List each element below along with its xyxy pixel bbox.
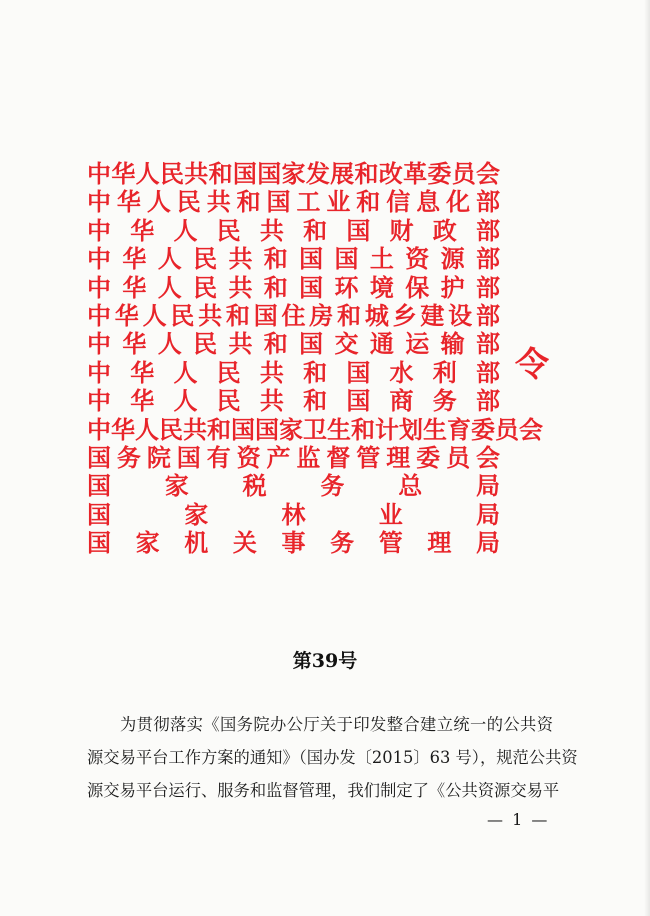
issuer-line: 中 华 人 民 共 和 国 交 通 运 输 部 xyxy=(87,329,500,359)
issuer-line: 国 家 税 务 总 局 xyxy=(87,471,500,501)
body-line: 源交易平台工作方案的通知》（国办发〔2015〕63 号），规范公共资 xyxy=(87,748,578,767)
page-edge-shadow xyxy=(644,0,650,916)
body-line: 源交易平台运行、服务和监督管理，我们制定了《公共资源交易平 xyxy=(87,781,560,800)
page-number: — 1 — xyxy=(487,810,550,829)
order-number: 第39号 xyxy=(292,650,358,672)
issuer-line: 国 家 机 关 事 务 管 理 局 xyxy=(87,528,500,558)
issuer-line: 中 华 人 民 共 和 国 财 政 部 xyxy=(87,215,500,245)
issuer-line: 中 华 人 民 共 和 国 环 境 保 护 部 xyxy=(87,272,500,302)
issuer-line: 国 家 林 业 局 xyxy=(87,499,500,529)
issuer-line: 中 华 人 民 共 和 国 住 房 和 城 乡 建 设 部 xyxy=(87,300,500,330)
issuer-line: 中 华 人 民 共 和 国 工 业 和 信 息 化 部 xyxy=(87,187,500,217)
issuer-list xyxy=(87,159,543,558)
body-line: 为贯彻落实《国务院办公厅关于印发整合建立统一的公共资 xyxy=(120,715,553,734)
order-character: 令 xyxy=(515,345,549,385)
issuer-line: 中 华 人 民 共 和 国 国 家 卫 生 和 计 划 生 育 委 员 会 xyxy=(87,414,543,444)
issuer-line: 中 华 人 民 共 和 国 商 务 部 xyxy=(87,386,500,416)
issuer-line: 中 华 人 民 共 和 国 水 利 部 xyxy=(87,357,500,387)
issuer-line: 国 务 院 国 有 资 产 监 督 管 理 委 员 会 xyxy=(87,442,500,472)
body-paragraph xyxy=(87,708,578,807)
issuer-line: 中 华 人 民 共 和 国 国 土 资 源 部 xyxy=(87,244,500,274)
issuer-line: 中 华 人 民 共 和 国 国 家 发 展 和 改 革 委 员 会 xyxy=(87,159,500,188)
